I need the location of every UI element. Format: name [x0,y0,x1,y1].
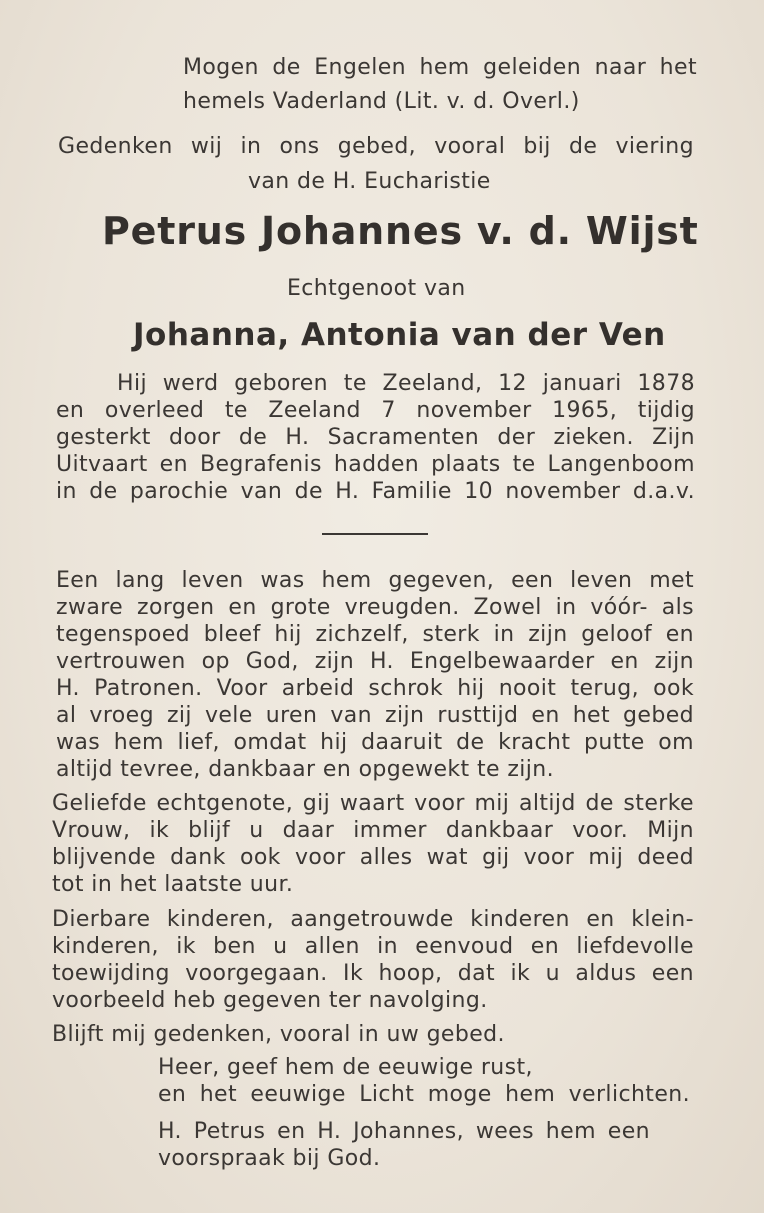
remember-line-2: van de H. Eucharistie [248,169,491,194]
tribute-line: Vrouw, ik blijf u daar immer dankbaar voor. Mijn [52,818,694,843]
tribute-line: al vroeg zij vele uren van zijn rusttijd en het gebed [56,703,694,728]
tribute-line: tot in het laatste uur. [52,872,294,897]
prayer-line: Heer, geef hem de eeuwige rust, [158,1055,533,1080]
prayer-line: voorspraak bij God. [158,1146,381,1171]
tribute-line: altijd tevree, dankbaar en opgewekt te zijn. [56,757,555,782]
biography-line: gesterkt door de H. Sacramenten der zieken. Zijn [56,425,695,450]
divider [322,533,428,535]
tribute-line: zware zorgen en grote vreugden. Zowel in vóór- als [56,595,694,620]
remember-line-1: Gedenken wij in ons gebed, vooral bij de viering [58,134,694,159]
tribute-line: Dierbare kinderen, aangetrouwde kinderen en klein- [52,907,694,932]
tribute-line: was hem lief, omdat hij daaruit de kracht putte om [56,730,694,755]
tribute-line: voorbeeld heb gegeven ter navolging. [52,988,488,1013]
header-prayer-line-1: Mogen de Engelen hem geleiden naar het [183,55,697,80]
tribute-line: toewijding voorgegaan. Ik hoop, dat ik u aldus een [52,961,694,986]
tribute-line: vertrouwen op God, zijn H. Engelbewaarder en zijn [56,649,694,674]
prayer-line: en het eeuwige Licht moge hem verlichten. [158,1082,690,1107]
closing-line: Blijft mij gedenken, vooral in uw gebed. [52,1022,505,1047]
tribute-line: Een lang leven was hem gegeven, een leven met [56,568,694,593]
tribute-line: blijvende dank ook voor alles wat gij voor mij deed [52,845,694,870]
biography-line: Hij werd geboren te Zeeland, 12 januari 1878 [117,371,695,396]
spouse-name: Johanna, Antonia van der Ven [133,317,666,353]
tribute-line: tegenspoed bleef hij zichzelf, sterk in zijn geloof en [56,622,694,647]
biography-line: en overleed te Zeeland 7 november 1965, tijdig [56,398,695,423]
tribute-line: H. Patronen. Voor arbeid schrok hij nooit terug, ook [56,676,694,701]
tribute-line: Geliefde echtgenote, gij waart voor mij altijd de sterke [52,791,694,816]
biography-line: Uitvaart en Begrafenis hadden plaats te Langenboom [56,452,695,477]
prayer-line: H. Petrus en H. Johannes, wees hem een [158,1119,650,1144]
biography-line: in de parochie van de H. Familie 10 november d.a.v. [56,479,695,504]
tribute-line: kinderen, ik ben u allen in eenvoud en liefdevolle [52,934,694,959]
relation-label: Echtgenoot van [287,276,466,301]
header-prayer-line-2: hemels Vaderland (Lit. v. d. Overl.) [183,89,580,114]
deceased-name: Petrus Johannes v. d. Wijst [102,209,699,253]
